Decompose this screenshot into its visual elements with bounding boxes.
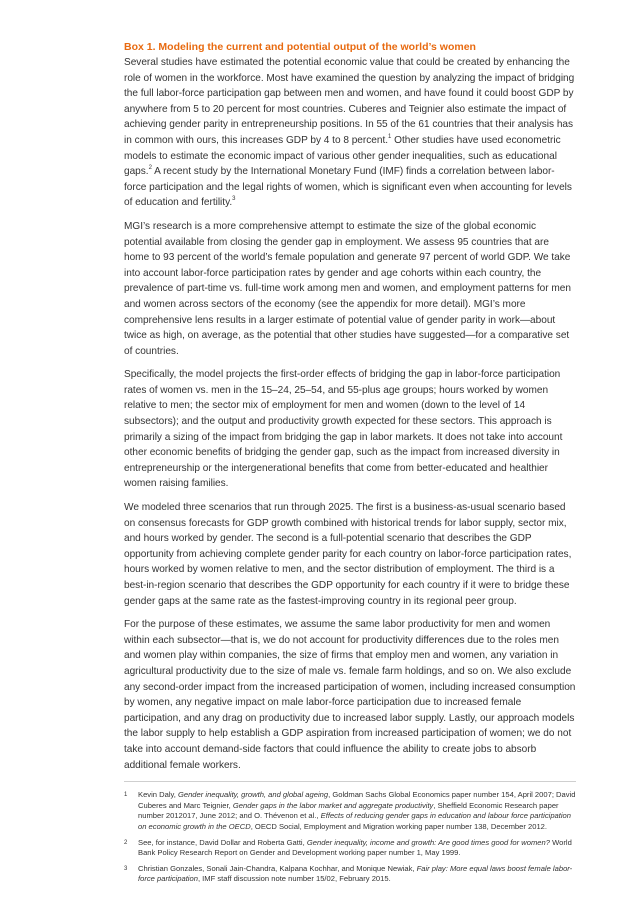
body-text <box>124 55 576 773</box>
footnote-text: , Sheffield Economic Research paper number 2012017, June 2012; and O. Thévenon et al., <box>138 800 559 821</box>
box-title: Box 1. Modeling the current and potential output of the world’s women <box>124 41 476 53</box>
paragraph-text: A recent study by the International Monetary Fund (IMF) finds a correlation between labor-force participation and the legal rights of women, which is significant even when accounting for levels of education and fertility. <box>124 166 572 209</box>
footnotes <box>124 790 576 885</box>
footnote-number: 1 <box>124 792 128 799</box>
footnote-number: 3 <box>124 865 128 872</box>
footnote-text: Christian Gonzales, Sonali Jain-Chandra, Kalpana Kochhar, and Monique Newiak, <box>138 863 417 873</box>
paragraph <box>124 219 576 359</box>
footnote <box>124 790 576 832</box>
footnote <box>124 838 576 859</box>
footnote-text: World Bank Policy Research Report on Gender and Development working paper number 1, May 1999. <box>138 837 572 858</box>
footnote-text: , OECD Social, Employment and Migration working paper number 138, December 2012. <box>250 821 548 831</box>
paragraph <box>124 500 576 609</box>
footnote-text: See, for instance, David Dollar and Roberta Gatti, <box>138 837 307 847</box>
paragraph <box>124 367 576 492</box>
footnote-title: Effects of reducing gender gaps in education and labour force participation on economic growth in the OECD <box>138 811 572 831</box>
paragraph <box>124 617 576 773</box>
paragraph-text: Several studies have estimated the potential economic value that could be created by enhancing the role of women in the workforce. Most have examined the question by analyzing the impact of bridging the full labor-force participation gap between men and women, and have found it could boost GDP by anywhere from 5 to 20 percent for most countries. Cuberes and Teignier also estimate the impact of achieving gender parity in entrepreneurship positions. In 55 of the 61 countries that their analysis has in common with ours, this increases GDP by 4 to 8 percent. <box>124 57 575 146</box>
footnote-text: , IMF staff discussion note number 15/02, February 2015. <box>197 874 391 884</box>
document-page <box>124 40 576 890</box>
paragraph-text: For the purpose of these estimates, we assume the same labor productivity for men and women within each subsector—that is, we do not account for productivity differences due to the roles men and women play within companies, the size of firms that employ men and women, any variation in agricultural productivity due to the size of male vs. female farm holdings, and so on. We also exclude any second-order impact from the increased participation of women, including increased consumption by women, any negative impact on male labor-force participation due to increased female participation, and any drag on productivity due to increased labor supply. Lastly, our approach models the labor supply to help establish a GDP aspiration from increased participation of women; we do not take into account demand-side factors that could influence the ability to create jobs to absorb additional female workers. <box>124 619 576 771</box>
footnote-ref[interactable]: 3 <box>232 196 236 203</box>
paragraph <box>124 55 576 211</box>
footnote-number: 2 <box>124 839 128 846</box>
footnote <box>124 864 576 885</box>
footnote-text: Kevin Daly, <box>138 790 178 800</box>
footnote-title: Gender inequality, growth, and global ageing <box>177 790 329 800</box>
footnote-title: Fair play: More equal laws boost female labor-force participation <box>138 863 573 884</box>
footnote-ref[interactable]: 1 <box>388 134 392 141</box>
footnote-text: , Goldman Sachs Global Economics paper number 154, April 2007; David Cuberes and Marc Teignier, <box>138 790 576 810</box>
paragraph-text: MGI’s research is a more comprehensive attempt to estimate the size of the global economic potential available from closing the gender gap in employment. We assess 95 countries that are home to 93 percent of the world’s female population and generate 97 percent of world GDP. We take into account labor-force participation rates by gender and age cohorts within each country, the prevalence of part-time vs. full-time work among men and women, and employment patterns for men and women across sectors of the economy (see the appendix for more detail). MGI’s more comprehensive lens results in a larger estimate of potential value of gender parity in work—about twice as high, on average, as the potential that other studies have suggested—for a comparative set of countries. <box>124 220 571 357</box>
footnote-title: Gender gaps in the labor market and aggregate productivity <box>232 800 434 810</box>
paragraph-text: We modeled three scenarios that run through 2025. The first is a business-as-usual scenario based on consensus forecasts for GDP growth combined with historical trends for labor supply, sector mix, and hours worked by gender. The second is a full-potential scenario that describes the GDP opportunity from achieving complete gender parity for each country on labor-force participation rates, hours worked by women relative to men, and the sector distribution of employment. The third is a best-in-region scenario that describes the GDP opportunity for each country if it were to bridge these gender gaps at the same rate as the fastest-improving country in its regional peer group. <box>124 502 572 607</box>
footnote-divider <box>124 781 576 782</box>
paragraph-text: Specifically, the model projects the first-order effects of bridging the gap in labor-force participation rates of women vs. men in the 15–24, 25–54, and 55-plus age groups; hours worked by women relative to men; the sector mix of employment for men and women (down to the level of 14 subsectors); and the output and productivity growth expected for these sectors. This approach is primarily a sizing of the impact from bridging the gap in labor markets. It does not take into account other economic benefits of bridging the gender gap, such as the impact from increased diversity in entrepreneurship or the intergenerational benefits that come from better-educated and healthier women raising families. <box>124 369 563 490</box>
footnote-title: Gender inequality, income and growth: Are good times good for women? <box>306 837 550 847</box>
paragraph-text: Other studies have used econometric models to estimate the economic impact of various other gender inequalities, such as educational gaps. <box>124 134 561 178</box>
footnote-ref[interactable]: 2 <box>148 165 152 172</box>
